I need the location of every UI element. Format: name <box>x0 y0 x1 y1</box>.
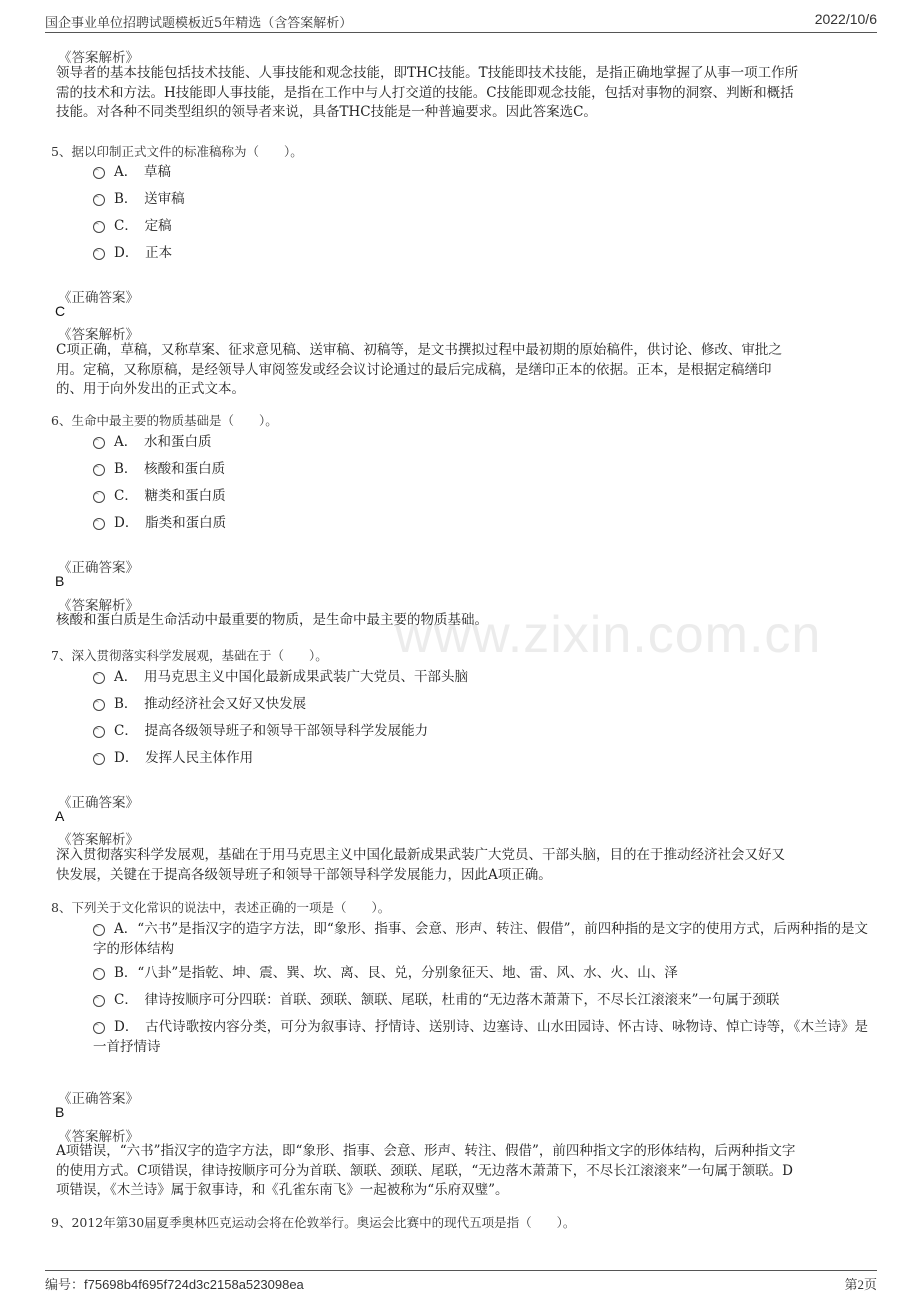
question-9-stem: 9、2012年第30届夏季奥林匹克运动会将在伦敦举行。奥运会比赛中的现代五项是指（ ）。 <box>51 1215 576 1230</box>
analysis-line: 核酸和蛋白质是生命活动中最重要的物质，是生命中最主要的物质基础。 <box>56 612 488 628</box>
radio-icon[interactable] <box>93 248 105 260</box>
document-code: 编号：f75698b4f695f724d3c2158a523098ea <box>45 1277 304 1292</box>
question-5-option-d[interactable]: D． 正本 <box>93 243 172 263</box>
question-7-option-c[interactable]: C． 提高各级领导班子和领导干部领导科学发展能力 <box>93 721 428 741</box>
question-6-option-b[interactable]: B． 核酸和蛋白质 <box>93 459 225 479</box>
radio-icon[interactable] <box>93 726 105 738</box>
analysis-line: 用。定稿，又称原稿，是经领导人审阅签发或经会议讨论通过的最后完成稿，是缮印正本的依据。正本，是根据定稿缮印 <box>56 361 772 378</box>
document-title: 国企事业单位招聘试题模板近5年精选（含答案解析） <box>45 16 353 31</box>
intro-analysis-text <box>56 64 868 123</box>
question-8-analysis <box>56 1142 868 1201</box>
question-6-stem: 6、生命中最主要的物质基础是（ ）。 <box>51 413 278 428</box>
radio-icon[interactable] <box>93 968 105 980</box>
radio-icon[interactable] <box>93 672 105 684</box>
radio-icon[interactable] <box>93 924 105 936</box>
analysis-label: 《答案解析》 <box>58 832 139 848</box>
analysis-line: 快发展，关键在于提高各级领导班子和领导干部领导科学发展能力，因此A项正确。 <box>56 866 552 883</box>
question-7-option-b[interactable]: B． 推动经济社会又好又快发展 <box>93 694 306 714</box>
radio-icon[interactable] <box>93 167 105 179</box>
question-7-option-a[interactable]: A． 用马克思主义中国化最新成果武装广大党员、干部头脑 <box>93 667 468 687</box>
question-6-answer: B <box>55 573 65 589</box>
question-7-stem: 7、深入贯彻落实科学发展观，基础在于（ ）。 <box>51 648 328 663</box>
analysis-line: 深入贯彻落实科学发展观，基础在于用马克思主义中国化最新成果武装广大党员、干部头脑，目的在于推动经济社会又好又 <box>56 847 785 863</box>
analysis-line: 的使用方式。C项错误，律诗按顺序可分为首联、颔联、颈联、尾联，“无边落木萧萧下，不尽长江滚滚来”一句属于颔联。D <box>56 1162 793 1179</box>
question-6-option-d[interactable]: D． 脂类和蛋白质 <box>93 513 226 533</box>
question-5-stem: 5、据以印制正式文件的标准稿称为（ ）。 <box>51 144 303 159</box>
analysis-line: A项错误，“六书”指汉字的造字方法，即“象形、指事、会意、形声、转注、假借”，前四种指文字的形体结构，后两种指文字 <box>56 1143 796 1159</box>
question-6-analysis <box>56 611 868 631</box>
question-5-option-a[interactable]: A． 草稿 <box>93 162 171 182</box>
radio-icon[interactable] <box>93 491 105 503</box>
radio-icon[interactable] <box>93 1022 105 1034</box>
question-7-option-d[interactable]: D． 发挥人民主体作用 <box>93 748 253 768</box>
watermark: www.zixin.com.cn <box>395 606 822 664</box>
radio-icon[interactable] <box>93 437 105 449</box>
document-date: 2022/10/6 <box>814 11 877 27</box>
correct-answer-label: 《正确答案》 <box>58 290 139 306</box>
analysis-line: 需的技术和方法。H技能即人事技能，是指在工作中与人打交道的技能。C技能即观念技能，包括对事物的洞察、判断和概括 <box>56 84 794 101</box>
page-number: 第2页 <box>844 1277 877 1292</box>
radio-icon[interactable] <box>93 518 105 530</box>
question-5-option-c[interactable]: C． 定稿 <box>93 216 172 236</box>
page-header <box>45 12 877 33</box>
question-7-analysis <box>56 846 868 885</box>
radio-icon[interactable] <box>93 753 105 765</box>
analysis-line: 领导者的基本技能包括技术技能、人事技能和观念技能，即THC技能。T技能即技术技能，是指正确地掌握了从事一项工作所 <box>56 65 799 81</box>
question-8-option-b[interactable]: B．“八卦”是指乾、坤、震、巽、坎、离、艮、兑，分别象征天、地、雷、风、水、火、山、泽 <box>93 963 868 983</box>
question-6-option-c[interactable]: C． 糖类和蛋白质 <box>93 486 226 506</box>
question-8-answer: B <box>55 1104 65 1120</box>
analysis-line: 的、用于向外发出的正式文本。 <box>56 381 245 397</box>
radio-icon[interactable] <box>93 464 105 476</box>
question-8-option-d[interactable]: D． 古代诗歌按内容分类，可分为叙事诗、抒情诗、送别诗、边塞诗、山水田园诗、怀古诗、咏物诗、悼亡诗等，《木兰诗》是一首抒情诗 <box>93 1019 868 1055</box>
analysis-line: 技能。对各种不同类型组织的领导者来说，具备THC技能是一种普遍要求。因此答案选C。 <box>56 104 597 120</box>
analysis-line: 项错误，《木兰诗》属于叙事诗，和《孔雀东南飞》一起被称为“乐府双璧”。 <box>56 1182 509 1198</box>
analysis-label: 《答案解析》 <box>58 50 139 66</box>
analysis-label: 《答案解析》 <box>58 327 139 343</box>
correct-answer-label: 《正确答案》 <box>58 795 139 811</box>
radio-icon[interactable] <box>93 995 105 1007</box>
radio-icon[interactable] <box>93 699 105 711</box>
question-5-answer: C <box>55 303 66 319</box>
question-8-option-a[interactable]: A．“六书”是指汉字的造字方法，即“象形、指事、会意、形声、转注、假借”，前四种指的是文字的使用方式，后两种指的是文字的形体结构 <box>93 921 868 957</box>
correct-answer-label: 《正确答案》 <box>58 1091 139 1107</box>
question-6-option-a[interactable]: A． 水和蛋白质 <box>93 432 212 452</box>
radio-icon[interactable] <box>93 221 105 233</box>
question-7-answer: A <box>55 808 65 824</box>
correct-answer-label: 《正确答案》 <box>58 560 139 576</box>
analysis-label: 《答案解析》 <box>58 598 139 614</box>
page-footer <box>45 1270 877 1293</box>
question-5-analysis <box>56 341 868 400</box>
analysis-line: C项正确，草稿，又称草案、征求意见稿、送审稿、初稿等，是文书撰拟过程中最初期的原始稿件，供讨论、修改、审批之 <box>56 342 782 358</box>
analysis-label: 《答案解析》 <box>58 1129 139 1145</box>
question-5-option-b[interactable]: B． 送审稿 <box>93 189 185 209</box>
radio-icon[interactable] <box>93 194 105 206</box>
question-8-stem: 8、下列关于文化常识的说法中，表述正确的一项是（ ）。 <box>51 900 391 915</box>
question-8-option-c[interactable]: C． 律诗按顺序可分四联：首联、颈联、颔联、尾联，杜甫的“无边落木萧萧下，不尽长江滚滚来”一句属于颈联 <box>93 990 868 1010</box>
